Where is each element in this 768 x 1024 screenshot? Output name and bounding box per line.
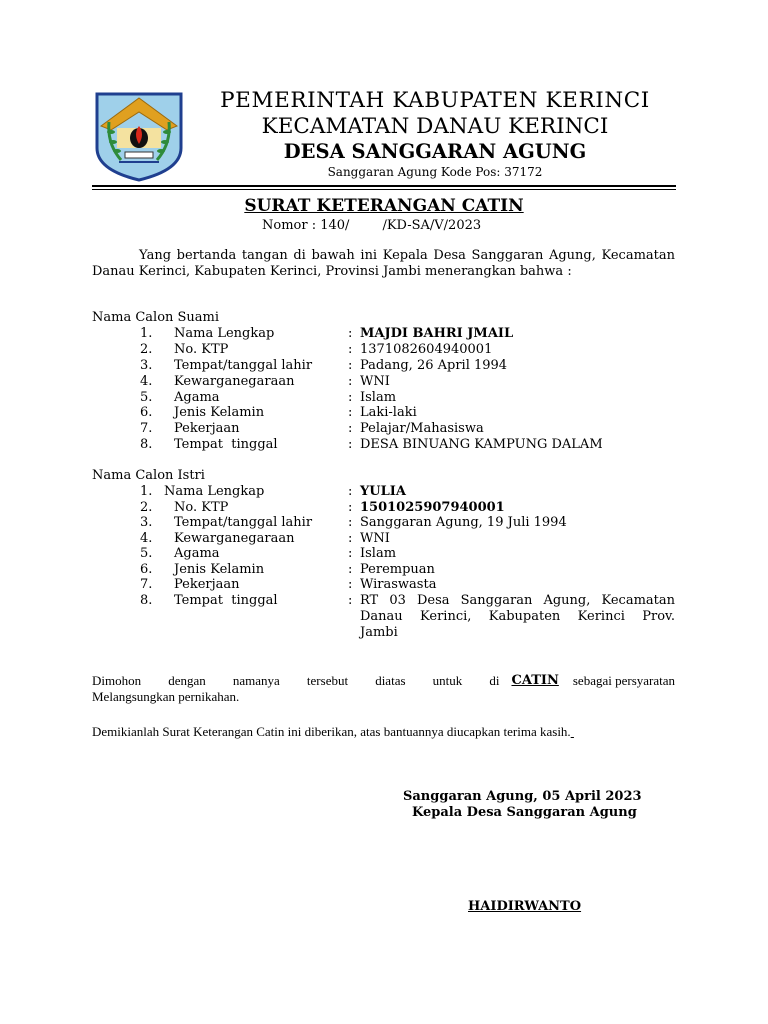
bride-heading: Nama Calon Istri bbox=[92, 468, 205, 483]
row-label: No. KTP bbox=[174, 500, 229, 515]
row-colon: : bbox=[348, 342, 353, 357]
row-label: Pekerjaan bbox=[174, 577, 240, 592]
bride-row bbox=[92, 500, 676, 516]
groom-religion: Islam bbox=[360, 390, 397, 405]
request-paragraph bbox=[92, 673, 675, 689]
groom-row bbox=[92, 390, 676, 406]
groom-row bbox=[92, 421, 676, 437]
village-heading: DESA SANGGARAN AGUNG bbox=[283, 140, 587, 163]
bride-row bbox=[92, 546, 676, 562]
groom-full-name: MAJDI BAHRI JMAIL bbox=[360, 326, 514, 341]
row-colon: : bbox=[348, 374, 353, 389]
row-number: 5. bbox=[140, 546, 153, 561]
groom-residence: DESA BINUANG KAMPUNG DALAM bbox=[360, 437, 603, 452]
row-number: 1. bbox=[140, 326, 153, 341]
row-colon: : bbox=[348, 437, 353, 452]
row-colon: : bbox=[348, 421, 353, 436]
request-text: Dimohon dengan namanya tersebut diatas untuk di bbox=[92, 673, 500, 688]
row-colon: : bbox=[348, 390, 353, 405]
bride-row bbox=[92, 484, 676, 500]
address-line: Sanggaran Agung Kode Pos: 37172 bbox=[327, 165, 543, 179]
bride-citizenship: WNI bbox=[360, 531, 390, 546]
closing-trailing-space bbox=[571, 724, 574, 739]
signature-position: Kepala Desa Sanggaran Agung bbox=[412, 805, 637, 820]
row-colon: : bbox=[348, 546, 353, 561]
groom-row bbox=[92, 437, 676, 453]
request-text: sebagai persyaratan bbox=[572, 673, 675, 688]
row-label: Tempat tinggal bbox=[174, 593, 278, 608]
row-colon: : bbox=[348, 577, 353, 592]
row-label: No. KTP bbox=[174, 342, 229, 357]
closing-text: Demikianlah Surat Keterangan Catin ini diberikan, atas bantuannya diucapkan terima kasih. bbox=[92, 724, 571, 739]
government-heading: PEMERINTAH KABUPATEN KERINCI bbox=[220, 88, 650, 113]
row-label: Nama Lengkap bbox=[164, 484, 265, 499]
groom-occupation: Pelajar/Mahasiswa bbox=[360, 421, 484, 436]
groom-row bbox=[92, 374, 676, 390]
row-label: Agama bbox=[174, 546, 220, 561]
groom-row bbox=[92, 326, 676, 342]
kerinci-regency-emblem-logo bbox=[91, 86, 187, 182]
row-number: 7. bbox=[140, 421, 153, 436]
row-number: 6. bbox=[140, 405, 153, 420]
row-colon: : bbox=[348, 515, 353, 530]
row-label: Pekerjaan bbox=[174, 421, 240, 436]
groom-row bbox=[92, 342, 676, 358]
groom-id-number: 1371082604940001 bbox=[360, 342, 493, 357]
bride-full-name: YULIA bbox=[360, 484, 406, 499]
row-colon: : bbox=[348, 500, 353, 515]
groom-heading: Nama Calon Suami bbox=[92, 310, 220, 325]
row-label: Tempat/tanggal lahir bbox=[174, 515, 313, 530]
bride-row bbox=[92, 531, 676, 547]
bride-gender: Perempuan bbox=[360, 562, 435, 577]
bride-row bbox=[92, 577, 676, 593]
catin-emphasis: CATIN bbox=[511, 673, 559, 688]
row-number: 5. bbox=[140, 390, 153, 405]
bride-row bbox=[92, 515, 676, 531]
closing-sentence bbox=[92, 724, 574, 740]
bride-birth: Sanggaran Agung, 19 Juli 1994 bbox=[360, 515, 567, 530]
row-colon: : bbox=[348, 531, 353, 546]
row-label: Tempat tinggal bbox=[174, 437, 278, 452]
row-number: 2. bbox=[140, 500, 153, 515]
row-number: 4. bbox=[140, 374, 153, 389]
row-number: 2. bbox=[140, 342, 153, 357]
row-number: 3. bbox=[140, 515, 153, 530]
row-label: Kewarganegaraan bbox=[174, 531, 295, 546]
row-label: Kewarganegaraan bbox=[174, 374, 295, 389]
row-colon: : bbox=[348, 562, 353, 577]
row-colon: : bbox=[348, 358, 353, 373]
signature-place-date: Sanggaran Agung, 05 April 2023 bbox=[403, 789, 642, 804]
letterhead-rule-thin bbox=[92, 189, 676, 190]
bride-row bbox=[92, 562, 676, 578]
bride-religion: Islam bbox=[360, 546, 397, 561]
bride-residence-line: Danau Kerinci, Kabupaten Kerinci Prov. bbox=[360, 609, 675, 624]
groom-birth: Padang, 26 April 1994 bbox=[360, 358, 508, 373]
row-label: Nama Lengkap bbox=[174, 326, 275, 341]
opening-paragraph: Yang bertanda tangan di bawah ini Kepala Desa Sanggaran Agung, Kecamatan Danau Kerinci, Kabupaten Kerinci, Provinsi Jambi menerangkan bahwa : bbox=[92, 248, 675, 279]
row-number: 1. bbox=[140, 484, 153, 499]
bride-occupation: Wiraswasta bbox=[360, 577, 437, 592]
row-number: 8. bbox=[140, 593, 153, 608]
signatory-name: HAIDIRWANTO bbox=[468, 899, 582, 914]
document-title: SURAT KETERANGAN CATIN bbox=[244, 196, 524, 216]
row-colon: : bbox=[348, 593, 353, 608]
row-colon: : bbox=[348, 326, 353, 341]
groom-citizenship: WNI bbox=[360, 374, 390, 389]
row-number: 7. bbox=[140, 577, 153, 592]
row-label: Jenis Kelamin bbox=[174, 562, 265, 577]
groom-row bbox=[92, 405, 676, 421]
groom-gender: Laki-laki bbox=[360, 405, 417, 420]
row-number: 3. bbox=[140, 358, 153, 373]
bride-residence-line: RT 03 Desa Sanggaran Agung, Kecamatan bbox=[360, 593, 675, 608]
row-colon: : bbox=[348, 405, 353, 420]
bride-residence-line: Jambi bbox=[360, 625, 398, 640]
request-paragraph-line2: Melangsungkan pernikahan. bbox=[92, 689, 240, 704]
row-number: 6. bbox=[140, 562, 153, 577]
district-heading: KECAMATAN DANAU KERINCI bbox=[261, 114, 609, 139]
row-number: 8. bbox=[140, 437, 153, 452]
row-number: 4. bbox=[140, 531, 153, 546]
row-label: Agama bbox=[174, 390, 220, 405]
row-label: Tempat/tanggal lahir bbox=[174, 358, 313, 373]
document-number: Nomor : 140/ /KD-SA/V/2023 bbox=[262, 218, 482, 233]
row-label: Jenis Kelamin bbox=[174, 405, 265, 420]
bride-id-number: 1501025907940001 bbox=[360, 500, 505, 515]
row-colon: : bbox=[348, 484, 353, 499]
letterhead-rule-thick bbox=[92, 185, 676, 187]
groom-row bbox=[92, 358, 676, 374]
